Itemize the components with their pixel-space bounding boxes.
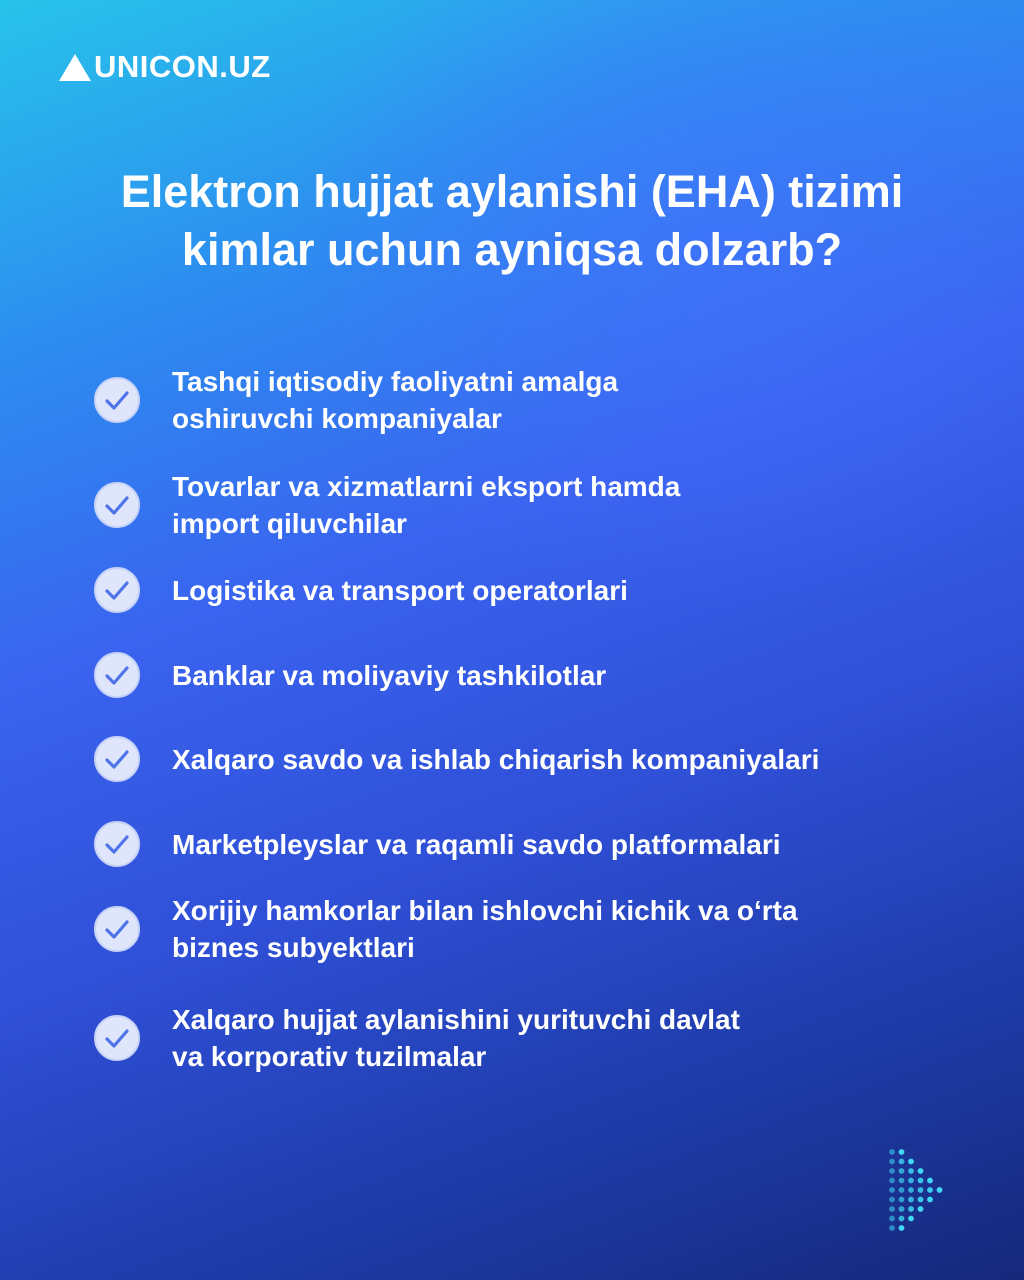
list-item	[93, 729, 943, 789]
list-item	[93, 645, 943, 705]
list-item-label: Xalqaro hujjat aylanishini yurituvchi davlat va korporativ tuzilmalar	[172, 1004, 740, 1072]
list-item	[93, 895, 943, 963]
check-icon	[93, 651, 141, 699]
list-item	[93, 1004, 943, 1072]
brand-name: UNICON.UZ	[94, 49, 271, 84]
check-icon	[93, 820, 141, 868]
dotted-arrow-icon	[886, 1148, 970, 1232]
check-icon	[93, 735, 141, 783]
list-item-label: Tashqi iqtisodiy faoliyatni amalga oshiruvchi kompaniyalar	[172, 366, 619, 434]
check-icon	[93, 376, 141, 424]
check-icon	[93, 566, 141, 614]
list-item	[93, 366, 943, 434]
page-title: Elektron hujjat aylanishi (EHA) tizimi kimlar uchun ayniqsa dolzarb?	[120, 166, 904, 275]
list-item	[93, 560, 943, 620]
list-item	[93, 471, 943, 539]
check-icon	[93, 905, 141, 953]
list-item-label: Xorijiy hamkorlar bilan ishlovchi kichik va o‘rta biznes subyektlari	[172, 895, 798, 963]
check-icon	[93, 481, 141, 529]
list-item-label: Marketpleyslar va raqamli savdo platformalari	[172, 828, 781, 860]
check-icon	[93, 1014, 141, 1062]
list-item-label: Banklar va moliyaviy tashkilotlar	[172, 659, 607, 691]
list-item-label: Logistika va transport operatorlari	[172, 574, 628, 606]
list-item	[93, 814, 943, 874]
list-item-label: Xalqaro savdo va ishlab chiqarish kompaniyalari	[172, 743, 820, 775]
list-item-label: Tovarlar va xizmatlarni eksport hamda import qiluvchilar	[172, 471, 681, 539]
